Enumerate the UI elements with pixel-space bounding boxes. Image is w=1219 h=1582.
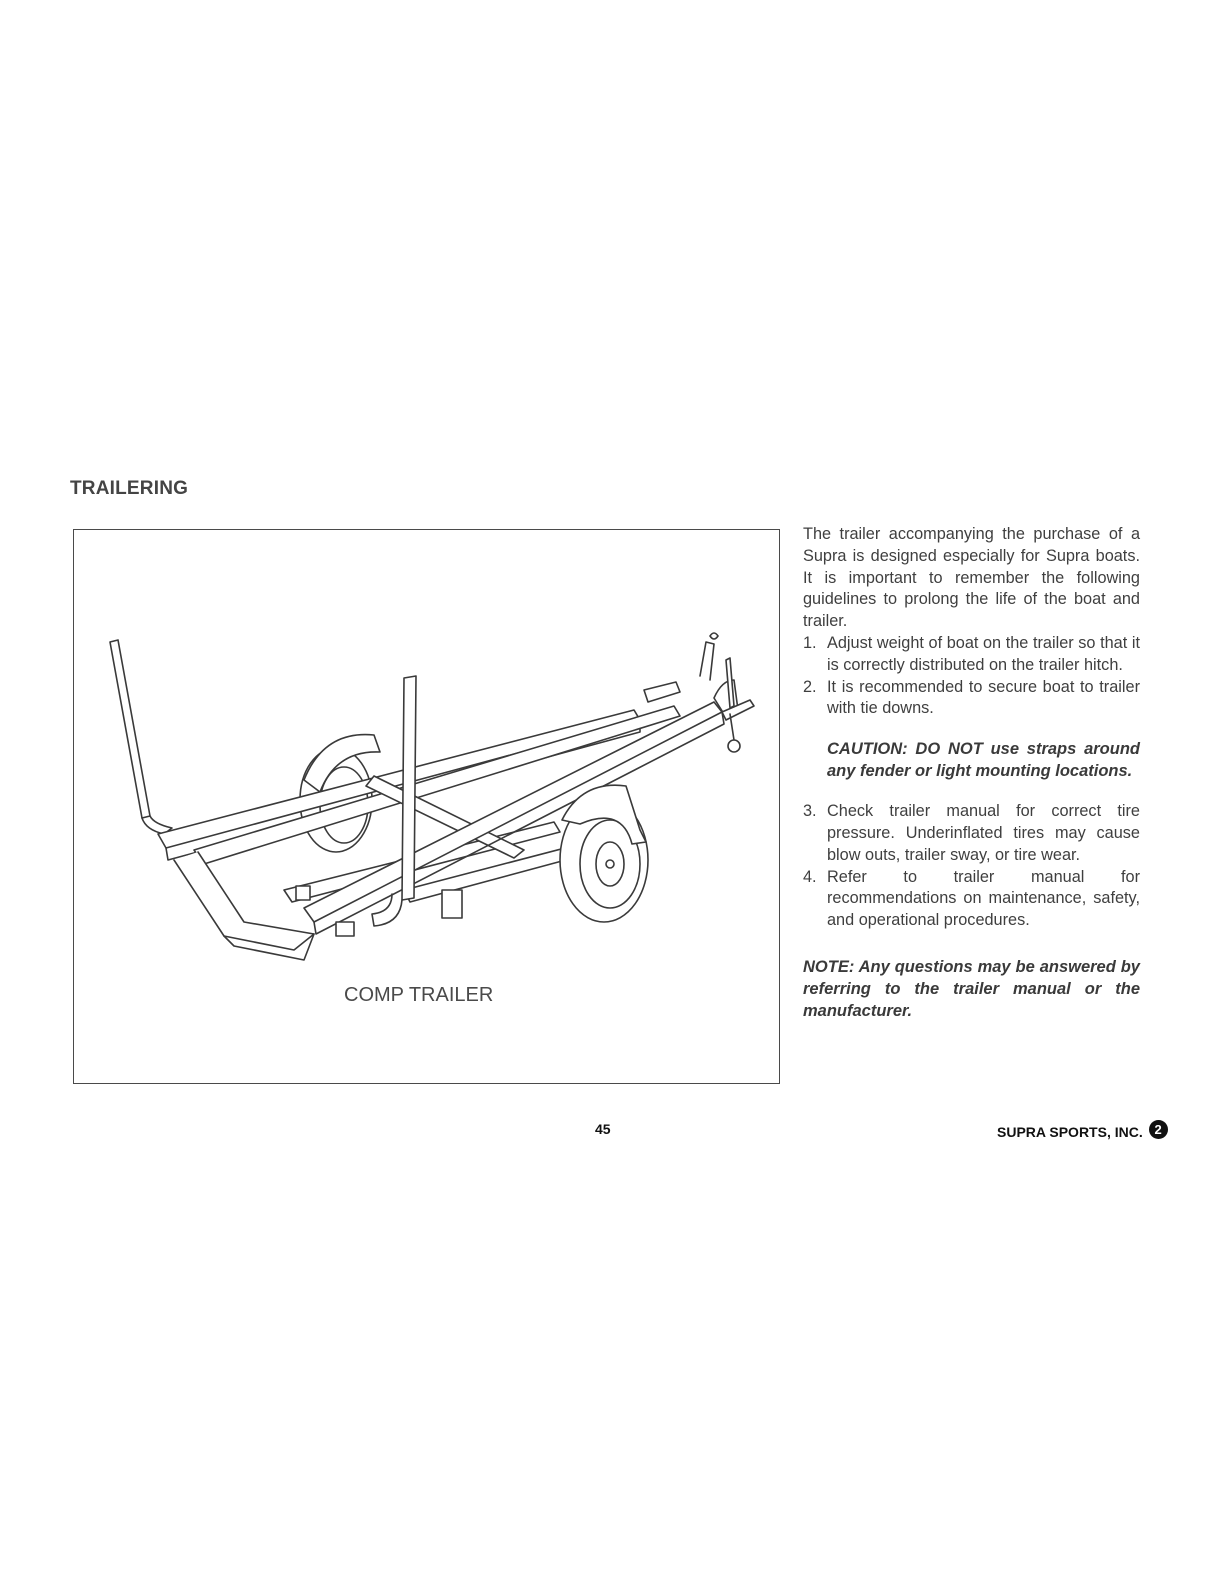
caution-note: CAUTION: DO NOT use straps around any fender or light mounting locations. — [827, 740, 1140, 781]
section-title: TRAILERING — [70, 478, 189, 499]
figure-caption: COMP TRAILER — [344, 984, 494, 1006]
intro-paragraph: The trailer accompanying the purchase of a Supra is designed especially for Supra boats. It is important to remember the following guidelines to prolong the life of the boat and trailer. — [803, 525, 1140, 631]
list-item-number: 2. — [803, 677, 817, 696]
guidelines-list-2 — [803, 801, 1140, 932]
list-item — [803, 633, 1140, 677]
list-item-text: Check trailer manual for correct tire pressure. Underinflated tires may cause blow outs, trailer sway, or tire wear. — [827, 802, 1140, 864]
list-item-number: 1. — [803, 633, 817, 652]
list-item-number: 4. — [803, 867, 817, 886]
page-number: 45 — [595, 1121, 611, 1137]
list-item-text: Adjust weight of boat on the trailer so that it is correctly distributed on the trailer hitch. — [827, 633, 1140, 674]
company-name: SUPRA SPORTS, INC. — [997, 1124, 1143, 1140]
footer-company — [997, 1120, 1168, 1140]
figure-box — [73, 529, 780, 1084]
list-item-text: Refer to trailer manual for recommendations on maintenance, safety, and operational procedures. — [827, 867, 1140, 930]
list-item — [803, 867, 1140, 932]
text-column — [803, 524, 1140, 1022]
note-text: NOTE: Any questions may be answered by referring to the trailer manual or the manufacturer. — [803, 957, 1140, 1020]
list-item — [803, 677, 1140, 721]
circled-number-badge: 2 — [1149, 1120, 1168, 1139]
guidelines-list-1 — [803, 633, 1140, 720]
list-item-text: It is recommended to secure boat to trailer with tie downs. — [827, 677, 1140, 718]
list-item-number: 3. — [803, 802, 817, 821]
list-item — [803, 801, 1140, 866]
